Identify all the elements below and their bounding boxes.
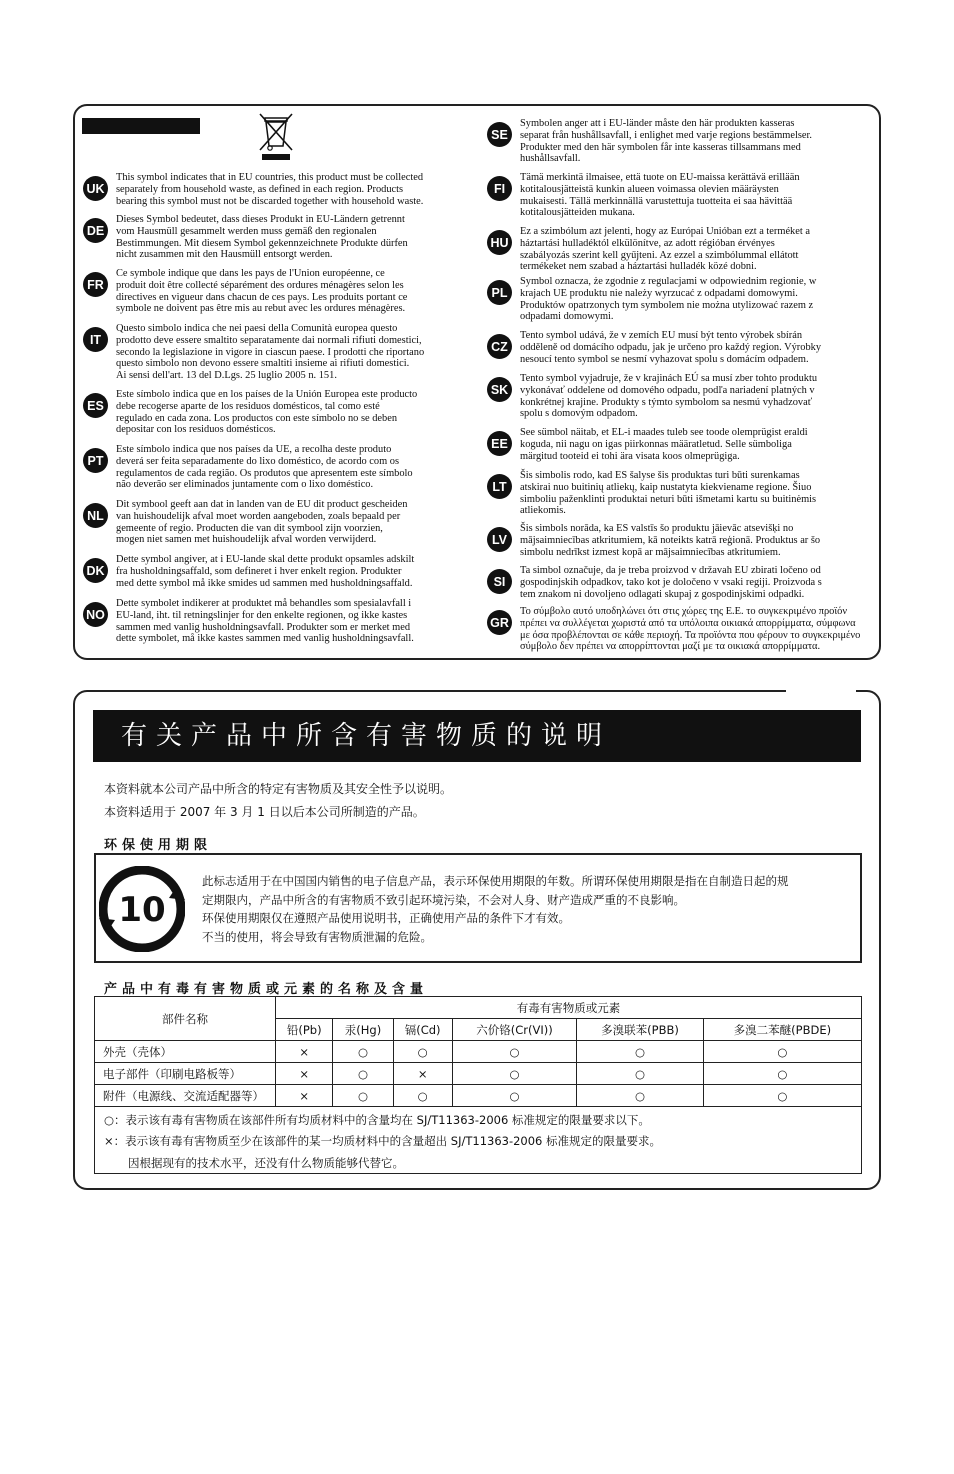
note-cross: ×：表示该有毒有害物质至少在该部件的某一均质材料中的含量超出 SJ/T11363-2006 标准规定的限量要求。 — [104, 1134, 662, 1148]
substance-mark-cell: × — [276, 1041, 333, 1063]
note-explanation: 因根据现有的技术水平，还没有什么物质能够代替它。 — [128, 1156, 404, 1170]
language-text: Dit symbool geeft aan dat in landen van de EU dit product gescheiden van huishoudelijk afval moet worden aangeboden, zoals bepaald per gemeente of regio. Producten die van dit symbool zijn voorzien, mogen niet samen met huishoudelijk afval worden verwijderd. — [116, 499, 408, 546]
language-entry-no — [83, 598, 414, 645]
substance-column-header: 汞(Hg) — [333, 1019, 393, 1041]
language-entry-ee — [487, 427, 808, 462]
substance-mark-cell: × — [276, 1085, 333, 1107]
substance-mark-cell: ○ — [333, 1063, 393, 1085]
part-name-cell: 外壳（壳体） — [95, 1041, 276, 1063]
language-text: Tämä merkintä ilmaisee, että tuote on EU-maissa kerättävä erillään kotitalousjätteistä kunkin alueen voimassa olevien määräysten mukaisesti. Tällä merkinnällä varustettuja tuotteita ei saa hävittää kotitalousjätteiden mukana. — [520, 172, 800, 219]
language-entry-sk — [487, 373, 817, 420]
language-text: Ce symbole indique que dans les pays de l'Union européenne, ce produit doit être collecté séparément des ordures ménagères selon les directives en vigueur dans chacun de ces pays. Les produits portant ce symbole ne doivent pas être mis au rebut avec les ordures ménagères. — [116, 268, 408, 315]
language-text: Šis simbolis rodo, kad ES šalyse šis produktas turi būti surenkamas atskirai nuo buitinių atliekų, kaip nustatyta kiekviename regione. Šiuo simboliu paženklinti produktai neturi būti išmetami kartu su buitinėmis atliekomis. — [520, 470, 817, 517]
language-text: Symbolen anger att i EU-länder måste den här produkten kasseras separat från hushållsavfall, i enlighet med varje regions bestämmelser. Produkter med den här symbolen får inte kasseras tillsammans med hushållsavfall. — [520, 118, 812, 165]
language-entry-gr — [487, 606, 860, 653]
language-text: Tento symbol udává, že v zemích EU musí být tento výrobek sbírán odděleně od domácího odpadu, jak je určeno pro každý region. Výrobky nesoucí tento symbol se nesmí vyhazovat spolu s domácím odpadem. — [520, 330, 822, 365]
substance-mark-cell: × — [276, 1063, 333, 1085]
language-code-badge: GR — [487, 610, 512, 635]
language-code-badge: HU — [487, 230, 512, 255]
language-entry-se — [487, 118, 812, 165]
language-code-badge: FR — [83, 272, 108, 297]
epup-number: 10 — [118, 890, 166, 930]
language-text: Questo simbolo indica che nei paesi della Comunità europea questo prodotto deve essere smaltito separatamente dai normali rifiuti domestici, secondo la legislazione in vigore in ciascun paese. I prodotti che riportano questo simbolo non devono essere smaltiti insieme ai rifiuti domestici. Ai sensi dell'art. 13 del D.Lgs. 25 luglio 2005 n. 151. — [116, 323, 425, 382]
language-entry-fr — [83, 268, 407, 315]
substance-table — [94, 996, 862, 1107]
language-code-badge: PL — [487, 280, 512, 305]
language-entry-lt — [487, 470, 816, 517]
language-code-badge: LT — [487, 474, 512, 499]
language-text: Symbol oznacza, że zgodnie z regulacjami w odpowiednim regionie, w krajach UE produktu nie należy wyrzucać z odpadami domowymi. Produktów opatrzonych tym symbolem nie można utylizować razem z odpadami domowymi. — [520, 276, 817, 323]
border-gap — [786, 686, 856, 694]
language-entry-dk — [83, 554, 414, 589]
environment-protection-use-period-10-icon — [99, 866, 185, 952]
language-text: Το σύμβολο αυτό υποδηλώνει ότι στις χώρες της Ε.Ε. το συγκεκριμένο προϊόν πρέπει να συλλέγεται χωριστά από τα υπόλοιπα οικιακά απορρίμματα, σύμφωνα με όσα προβλέπονται σε κάθε περιοχή. Τα προϊόντα που φέρουν το συγκεκριμένο σύμβολο δεν πρέπει να απορρίπτονται μαζί με τα οικιακά απορρίμματα. — [520, 606, 861, 653]
page-title: 有关产品中所含有害物质的说明 — [93, 710, 861, 762]
language-entry-es — [83, 389, 417, 436]
substance-mark-cell: × — [393, 1063, 452, 1085]
language-code-badge: FI — [487, 176, 512, 201]
substance-mark-cell: ○ — [333, 1085, 393, 1107]
epup-description: 此标志适用于在中国国内销售的电子信息产品，表示环保使用期限的年数。所谓环保使用期限是指在自制造日起的规 定期限内，产品中所含的有害物质不致引起环境污染，不会对人身、财产造成严重的不良影响。 环保使用期限仅在遵照产品使用说明书，正确使用产品的条件下才有效。 不当的使用，将会导致有害物质泄漏的危险。 — [202, 874, 789, 944]
language-entry-si — [487, 565, 822, 600]
language-text: Este símbolo indica que en los países de la Unión Europea este producto debe recogerse aparte de los residuos domésticos, tal como esté regulado en cada zona. Los productos con este símbolo no se deben depositar con los residuos domésticos. — [116, 389, 418, 436]
intro-line-2: 本资料适用于 2007 年 3 月 1 日以后本公司所制造的产品。 — [104, 805, 425, 819]
substance-mark-cell: ○ — [452, 1085, 577, 1107]
language-entry-fi — [487, 172, 800, 219]
language-text: Ez a szimbólum azt jelenti, hogy az Európai Unióban ezt a terméket a háztartási hulladéktól elkülönítve, az adott régióban érvényes szabályozás szerint kell gyűjteni. Az ezzel a szimbólummal ellátott termékeket nem szabad a háztartási hulladék közé dobni. — [520, 226, 810, 273]
epup-heading: 环保使用期限 — [104, 838, 213, 853]
table-row — [95, 1085, 862, 1107]
table-row — [95, 1041, 862, 1063]
title-bar — [82, 118, 200, 134]
substance-mark-cell: ○ — [577, 1085, 703, 1107]
language-text: Dette symbol angiver, at i EU-lande skal dette produkt opsamles adskilt fra husholdningsaffald, som defineret i hver enkelt region. Produkter med dette symbol må ikke smides ud sammen med husholdningsaffald. — [116, 554, 415, 589]
note-circle: ○：表示该有毒有害物质在该部件所有均质材料中的含量均在 SJ/T11363-2006 标准规定的限量要求以下。 — [104, 1113, 650, 1127]
substance-mark-cell: ○ — [452, 1041, 577, 1063]
substance-mark-cell: ○ — [703, 1085, 861, 1107]
language-text: See sümbol näitab, et EL-i maades tuleb see toode olemprügist eraldi koguda, nii nagu on igas piirkonnas määratletud. Selle sümboliga märgitud tooteid ei tohi ära visata koos olmeprügiga. — [520, 427, 808, 462]
substance-group-header: 有毒有害物质或元素 — [276, 997, 862, 1019]
substance-column-header: 铅(Pb) — [276, 1019, 333, 1041]
language-code-badge: LV — [487, 527, 512, 552]
language-entry-pl — [487, 276, 816, 323]
language-code-badge: NL — [83, 503, 108, 528]
part-name-header: 部件名称 — [95, 997, 276, 1041]
substance-mark-cell: ○ — [703, 1041, 861, 1063]
language-text: Šis simbols norāda, ka ES valstīs šo produktu jāievāc atsevišķi no mājsaimniecības atkritumiem, kā noteikts katrā reģionā. Produktus ar šo simbolu nedrīkst izmest kopā ar mājsaimniecības atkritumiem. — [520, 523, 821, 558]
language-entry-pt — [83, 444, 413, 491]
language-entry-lv — [487, 523, 820, 558]
language-text: Ta simbol označuje, da je treba proizvod v državah EU zbirati ločeno od gospodinjskih odpadkov, tako kot je določeno v vsaki regiji. Proizvoda s tem znakom ni dovoljeno odlagati skupaj z gospodinjskimi odpadki. — [520, 565, 822, 600]
language-code-badge: ES — [83, 393, 108, 418]
language-code-badge: SK — [487, 377, 512, 402]
language-entry-it — [83, 323, 424, 382]
intro-line-1: 本资料就本公司产品中所含的特定有害物质及其安全性予以说明。 — [104, 782, 453, 796]
language-code-badge: PT — [83, 448, 108, 473]
crossed-out-wheelie-bin-icon — [256, 112, 296, 160]
language-code-badge: IT — [83, 327, 108, 352]
language-text: Este símbolo indica que nos países da UE, a recolha deste produto deverá ser feita separadamente do lixo doméstico, de acordo com os regulamentos de cada região. Os produtos que apresentem este símbolo não deverão ser eliminados juntamente com o lixo doméstico. — [116, 444, 413, 491]
language-text: This symbol indicates that in EU countries, this product must be collected separately from household waste, as defined in each region. Products bearing this symbol must not be discarded together with household waste. — [116, 172, 424, 207]
language-code-badge: DE — [83, 218, 108, 243]
substance-mark-cell: ○ — [393, 1041, 452, 1063]
substance-mark-cell: ○ — [577, 1041, 703, 1063]
language-text: Tento symbol vyjadruje, že v krajinách EÚ sa musí zber tohto produktu vykonávať oddelene od domového odpadu, podľa nariadení platných v konkrétnej krajine. Produkty s týmto symbolom sa nesmú vyhadzovať spolu s domovým odpadom. — [520, 373, 818, 420]
substance-column-header: 镉(Cd) — [393, 1019, 452, 1041]
substance-column-header: 多溴联苯(PBB) — [577, 1019, 703, 1041]
substance-column-header: 六价铬(Cr(VI)) — [452, 1019, 577, 1041]
substance-mark-cell: ○ — [452, 1063, 577, 1085]
part-name-cell: 电子部件（印刷电路板等） — [95, 1063, 276, 1085]
table-row — [95, 1063, 862, 1085]
language-entry-nl — [83, 499, 407, 546]
substance-table-heading: 产品中有毒有害物质或元素的名称及含量 — [104, 982, 429, 997]
language-code-badge: CZ — [487, 334, 512, 359]
substance-mark-cell: ○ — [703, 1063, 861, 1085]
language-entry-uk — [83, 172, 423, 207]
language-entry-cz — [487, 330, 821, 365]
substance-mark-cell: ○ — [577, 1063, 703, 1085]
substance-mark-cell: ○ — [393, 1085, 452, 1107]
substance-mark-cell: ○ — [333, 1041, 393, 1063]
language-code-badge: UK — [83, 176, 108, 201]
language-code-badge: DK — [83, 558, 108, 583]
language-code-badge: EE — [487, 431, 512, 456]
part-name-cell: 附件（电源线、交流适配器等） — [95, 1085, 276, 1107]
language-entry-hu — [487, 226, 810, 273]
language-text: Dette symbolet indikerer at produktet må behandles som spesialavfall i EU-land, iht. til retningslinjer for den enkelte regionen, og ikke kastes sammen med vanlig husholdningsavfall. Produkter som er merket med dette symbolet, må ikke kastes sammen med vanlig husholdningsavfall. — [116, 598, 414, 645]
substance-column-header: 多溴二苯醚(PBDE) — [703, 1019, 861, 1041]
language-entry-de — [83, 214, 408, 261]
language-text: Dieses Symbol bedeutet, dass dieses Produkt in EU-Ländern getrennt vom Hausmüll gesammelt werden muss gemäß den regionalen Bestimmungen. Mit diesem Symbol gekennzeichnete Produkte dürfen nicht zusammen mit den Hausmüll entsorgt werden. — [116, 214, 408, 261]
language-code-badge: NO — [83, 602, 108, 627]
language-code-badge: SE — [487, 122, 512, 147]
language-code-badge: SI — [487, 569, 512, 594]
